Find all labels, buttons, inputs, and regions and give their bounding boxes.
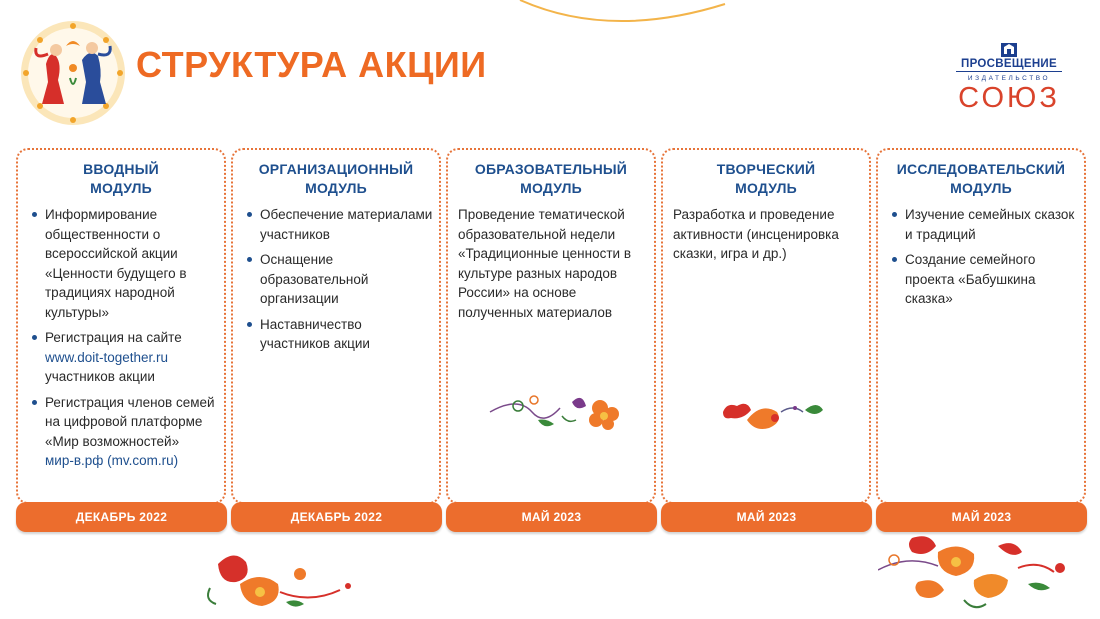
list-item: Наставничество участников акции bbox=[243, 315, 433, 354]
module-card-research bbox=[876, 148, 1086, 504]
list-item: Оснащение образовательной организации bbox=[243, 250, 433, 309]
module-item-list bbox=[28, 205, 218, 477]
floral-ornament-icon bbox=[717, 390, 829, 436]
floral-ornament-icon bbox=[878, 532, 1078, 616]
date-badge: ДЕКАБРЬ 2022 bbox=[16, 502, 227, 532]
date-badge: МАЙ 2023 bbox=[661, 502, 872, 532]
publisher-logo bbox=[948, 40, 1068, 116]
module-description: Проведение тематической образовательной недели «Традиционные ценности в культуре разных народов России» на основе полученных материалов bbox=[458, 207, 631, 320]
floral-ornament-icon bbox=[488, 390, 628, 440]
module-item-list bbox=[888, 205, 1078, 315]
date-badge: МАЙ 2023 bbox=[446, 502, 657, 532]
module-title: ОРГАНИЗАЦИОННЫЙ МОДУЛЬ bbox=[258, 161, 414, 196]
module-card-creative bbox=[661, 148, 871, 504]
module-item-list bbox=[243, 205, 433, 360]
module-title: ТВОРЧЕСКИЙ МОДУЛЬ bbox=[716, 161, 816, 196]
list-item: Изучение семейных сказок и традиций bbox=[888, 205, 1078, 244]
date-badge: ДЕКАБРЬ 2022 bbox=[231, 502, 442, 532]
list-item: Обеспечение материалами участников bbox=[243, 205, 433, 244]
top-decorative-arc bbox=[0, 0, 1100, 30]
module-title: ОБРАЗОВАТЕЛЬНЫЙ МОДУЛЬ bbox=[474, 161, 628, 196]
festival-emblem-icon bbox=[20, 20, 126, 126]
publisher-subtitle: ИЗДАТЕЛЬСТВО bbox=[967, 75, 1051, 82]
floral-ornament-icon bbox=[200, 544, 370, 616]
platform-link[interactable]: мир-в.рф (mv.com.ru) bbox=[45, 453, 179, 468]
date-badge: МАЙ 2023 bbox=[876, 502, 1087, 532]
list-item: Создание семейного проекта «Бабушкина сказка» bbox=[888, 250, 1078, 309]
publisher-mark-icon bbox=[1000, 40, 1018, 58]
registration-link[interactable]: www.doit-together.ru bbox=[45, 349, 169, 365]
list-item: Регистрация членов семей на цифровой платформе «Мир возможностей» мир-в.рф (mv.com.ru) bbox=[28, 393, 218, 471]
module-description: Разработка и проведение активности (инсценировка сказки, игра и др.) bbox=[673, 207, 839, 261]
publisher-brand: СОЮЗ bbox=[958, 82, 1060, 114]
list-item: Информирование общественности о всероссийской акции «Ценности будущего в традициях народной культуры» bbox=[28, 205, 218, 322]
module-title: ВВОДНЫЙ МОДУЛЬ bbox=[83, 161, 159, 196]
publisher-name: ПРОСВЕЩЕНИЕ bbox=[956, 58, 1062, 72]
module-card-organizational bbox=[231, 148, 441, 504]
module-title: ИССЛЕДОВАТЕЛЬСКИЙ МОДУЛЬ bbox=[896, 161, 1066, 196]
list-item: Регистрация на сайте www.doit-together.ru участников акции bbox=[28, 328, 218, 387]
module-card-intro bbox=[16, 148, 226, 504]
module-card-educational bbox=[446, 148, 656, 504]
page-title: СТРУКТУРА АКЦИИ bbox=[136, 44, 487, 85]
